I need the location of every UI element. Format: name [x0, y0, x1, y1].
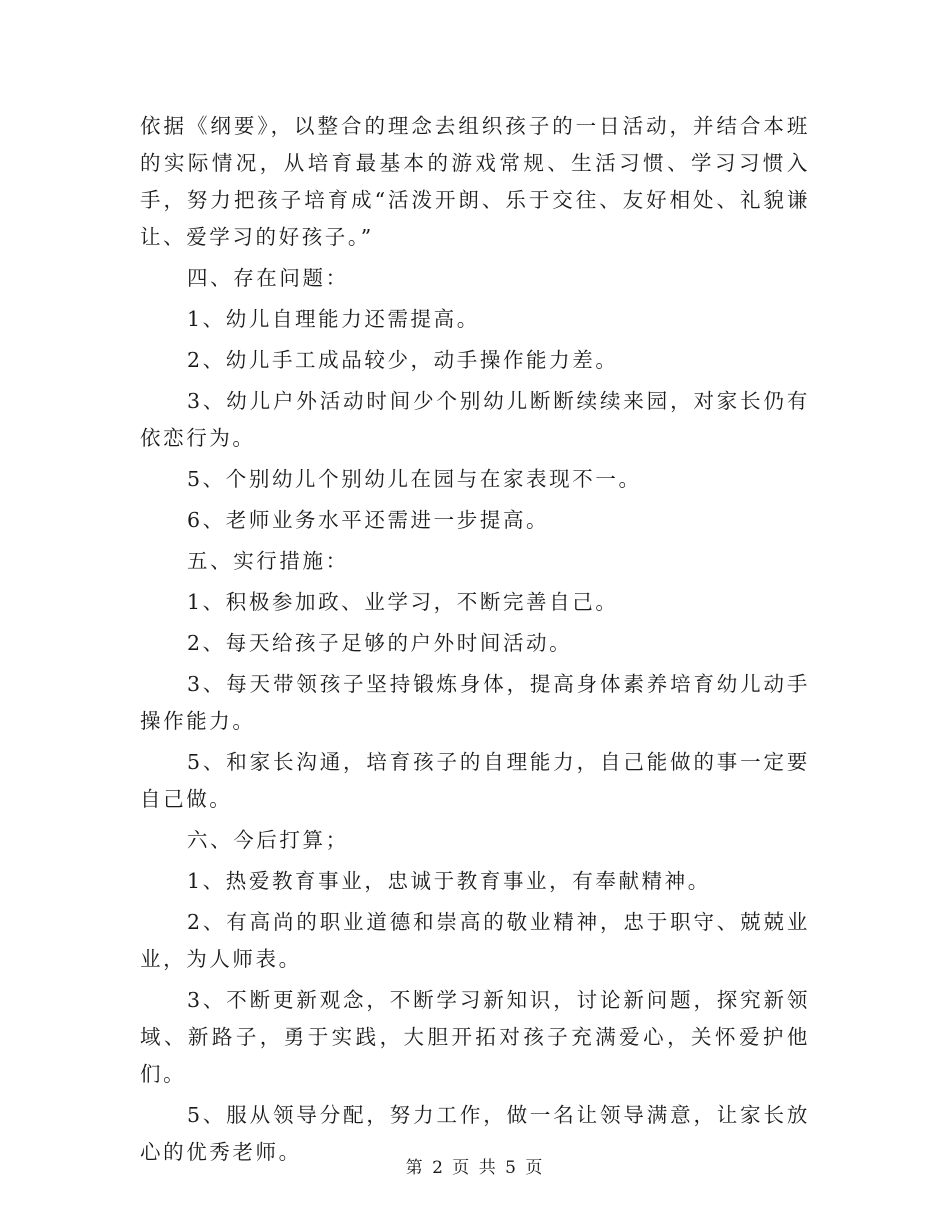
list-item: 1、积极参加政、业学习，不断完善自己。 — [187, 590, 619, 614]
list-item: 3、不断更新观念，不断学习新知识，讨论新问题，探究新领域、新路子，勇于实践，大胆开拓对孩子充满爱心，关怀爱护他们。 — [140, 988, 810, 1086]
section-heading-measures: 五、实行措施： — [187, 549, 349, 573]
paragraph-intro: 依据《纲要》，以整合的理念去组织孩子的一日活动，并结合本班的实际情况，从培育最基本的游戏常规、生活习惯、学习习惯入手，努力把孩子培育成“活泼开朗、乐于交往、友好相处、礼貌谦让、爱学习的好孩子。” — [140, 114, 810, 249]
list-item: 6、老师业务水平还需进一步提高。 — [187, 508, 550, 532]
page-label-suffix: 页 — [525, 1158, 545, 1178]
current-page-number: 2 — [432, 1158, 445, 1178]
list-item: 1、幼儿自理能力还需提高。 — [187, 307, 480, 331]
list-item: 5、个别幼儿个别幼儿在园与在家表现不一。 — [187, 467, 642, 491]
section-heading-problems: 四、存在问题： — [187, 266, 349, 290]
page-label-middle: 页 共 — [452, 1158, 498, 1178]
list-item: 1、热爱教育事业，忠诚于教育事业，有奉献精神。 — [187, 869, 711, 893]
page-footer — [0, 1153, 950, 1178]
page-label-prefix: 第 — [405, 1158, 425, 1178]
list-item: 2、有高尚的职业道德和崇高的敬业精神，忠于职守、兢兢业业，为人师表。 — [140, 910, 810, 971]
list-item: 5、和家长沟通，培育孩子的自理能力，自己能做的事一定要自己做。 — [140, 750, 810, 811]
list-item: 3、每天带领孩子坚持锻炼身体，提高身体素养培育幼儿动手操作能力。 — [140, 672, 810, 733]
list-item: 3、幼儿户外活动时间少个别幼儿断断续续来园，对家长仍有依恋行为。 — [140, 389, 810, 450]
list-item: 2、幼儿手工成品较少，动手操作能力差。 — [187, 348, 619, 372]
total-page-count: 5 — [505, 1158, 518, 1178]
list-item: 5、服从领导分配，努力工作，做一名让领导满意，让家长放心的优秀老师。 — [140, 1103, 810, 1164]
document-body — [140, 108, 810, 1175]
section-heading-plans: 六、今后打算； — [187, 828, 349, 852]
list-item: 2、每天给孩子足够的户外时间活动。 — [187, 631, 573, 655]
